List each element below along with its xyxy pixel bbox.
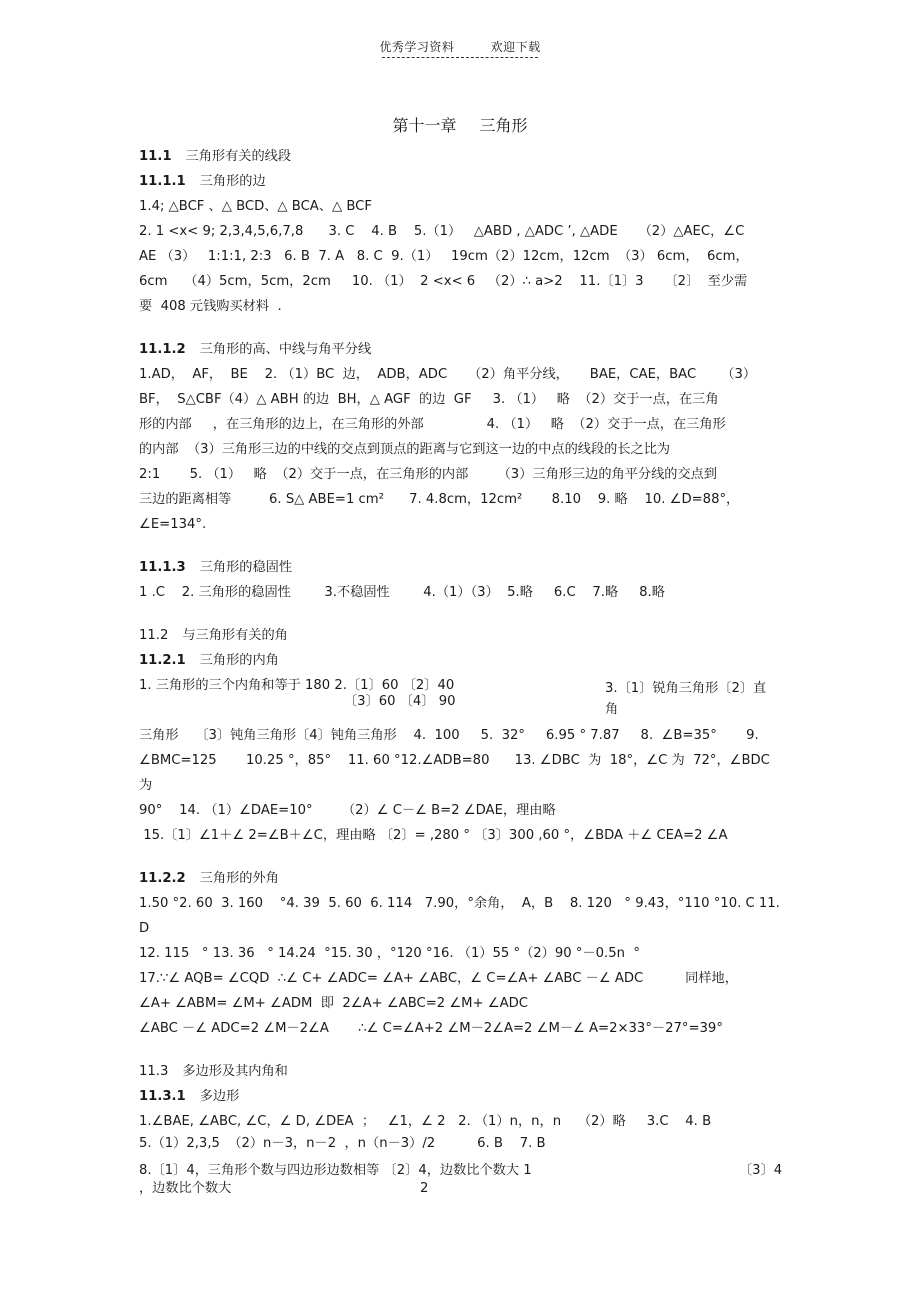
- spacer: [139, 848, 789, 866]
- answer-line: ∠ABC －∠ ADC=2 ∠M－2∠A ∴∠ C=∠A+2 ∠M－2∠A=2 ∠M－∠ A=2×33°－27°=39°: [139, 1021, 723, 1036]
- answer-col-2b: 角: [605, 702, 619, 717]
- answer-line: 5.（1）2,3,5 （2）n－3，n－2 ，n（n－3）/2 6. B 7. B: [139, 1136, 546, 1151]
- answer-line: ∠BMC=125 10.25 °，85° 11. 60 °12.∠ADB=80 13. ∠DBC 为 18°，∠C 为 72°，∠BDC 为: [139, 753, 779, 793]
- spacer: [139, 537, 789, 555]
- answer-line: 17.∵∠ AQB= ∠CQD ∴∠ C+ ∠ADC= ∠A+ ∠ABC，∠ C=∠A+ ∠ABC －∠ ADC 同样地，: [139, 971, 738, 986]
- answer-col-1: 1. 三角形的三个内角和等于 180 2.〔1〕60 〔2〕40: [139, 678, 455, 693]
- answer-split-block: [139, 673, 789, 723]
- answer-line: 1.∠BAE, ∠ABC, ∠C，∠ D, ∠DEA ； ∠1，∠ 2 2. （1）n，n，n （2）略 3.C 4. B: [139, 1114, 712, 1129]
- answer-line: AE （3） 1:1:1, 2:3 6. B 7. A 8. C 9.（1） 19cm（2）12cm，12cm （3） 6cm， 6cm，: [139, 249, 749, 264]
- subsection-heading: 11.2.2 三角形的外角: [139, 871, 279, 886]
- answer-line: 1 .C 2. 三角形的稳固性 3.不稳固性 4.（1）（3） 5.略 6.C 7.略 8.略: [139, 585, 665, 600]
- subsection-heading: 11.1.2 三角形的高、中线与角平分线: [139, 342, 372, 357]
- answer-part-2: 〔3〕4: [739, 1163, 783, 1178]
- answer-line: 12. 115 ° 13. 36 ° 14.24 °15. 30 ，°120 °16. （1）55 °（2）90 °－0.5n °: [139, 946, 640, 961]
- document-body: [139, 144, 789, 1202]
- answer-line: 三边的距离相等 6. S△ ABE=1 cm² 7. 4.8cm，12cm² 8.10 9. 略 10. ∠D=88°，∠E=134°.: [139, 492, 740, 532]
- subsection-heading: 11.1.1 三角形的边: [139, 174, 266, 189]
- answer-line: 的内部 （3）三角形三边的中线的交点到顶点的距离与它到这一边的中点的线段的长之比为: [139, 442, 671, 457]
- answer-part-1: 8.〔1〕4，三角形个数与四边形边数相等 〔2〕4，边数比个数大 1: [139, 1163, 532, 1178]
- subsection-heading: 11.3.1 多边形: [139, 1089, 240, 1104]
- answer-line: BF， S△CBF（4）△ ABH 的边 BH，△ AGF 的边 GF 3. （1） 略 （2）交于一点，在三角: [139, 392, 719, 407]
- answer-part-3: ，边数比个数大: [139, 1181, 232, 1196]
- spacer: [139, 605, 789, 623]
- answer-part-4: 2: [420, 1181, 429, 1196]
- answer-col-1b: 〔3〕60 〔4〕 90: [344, 694, 456, 709]
- answer-col-2: 3.〔1〕锐角三角形〔2〕直: [605, 681, 767, 696]
- subsection-heading: 11.2.1 三角形的内角: [139, 653, 279, 668]
- answer-line: 三角形 〔3〕钝角三角形〔4〕钝角三角形 4. 100 5. 32° 6.95 ° 7.87 8. ∠B=35° 9.: [139, 728, 759, 743]
- header-right: 欢迎下载: [490, 40, 541, 54]
- spacer: [139, 1041, 789, 1059]
- chapter-title: 第十一章 三角形: [392, 116, 528, 135]
- answer-line: 要 408 元钱购买材料 .: [139, 299, 282, 314]
- answer-line: 1.4; △BCF 、△ BCD、△ BCA、△ BCF: [139, 199, 372, 214]
- answer-line: 2:1 5. （1） 略 （2）交于一点，在三角形的内部 （3）三角形三边的角平分线的交点到: [139, 467, 717, 482]
- page-header: [0, 38, 920, 55]
- answer-line: 15.〔1〕∠1＋∠ 2=∠B＋∠C，理由略 〔2〕= ,280 ° 〔3〕300 ,60 °，∠BDA ＋∠ CEA=2 ∠A: [139, 828, 728, 843]
- subsection-heading: 11.1.3 三角形的稳固性: [139, 560, 293, 575]
- answer-line: ∠A+ ∠ABM= ∠M+ ∠ADM 即 2∠A+ ∠ABC=2 ∠M+ ∠ADC: [139, 996, 528, 1011]
- answer-line: 形的内部 ，在三角形的边上，在三角形的外部 4. （1） 略 （2）交于一点，在三角形: [139, 417, 726, 432]
- section-heading: 11.3 多边形及其内角和: [139, 1064, 288, 1079]
- answer-line: 1.AD， AF， BE 2. （1）BC 边， ADB，ADC （2）角平分线， BAE，CAE，BAC （3）: [139, 367, 757, 382]
- answer-line: 2. 1 <x< 9; 2,3,4,5,6,7,8 3. C 4. B 5.（1） △ABD , △ADC ’, △ADE （2）△AEC，∠C: [139, 224, 745, 239]
- answer-line: 6cm （4）5cm，5cm，2cm 10. （1） 2 <x< 6 （2）∴ a>2 11.〔1〕3 〔2〕 至少需: [139, 274, 748, 289]
- section-heading: 11.1 三角形有关的线段: [139, 149, 292, 164]
- header-divider: [382, 57, 538, 58]
- header-left: 优秀学习资料: [379, 40, 455, 54]
- answer-line: 90° 14. （1）∠DAE=10° （2）∠ C－∠ B=2 ∠DAE，理由略: [139, 803, 556, 818]
- answer-line: 1.50 °2. 60 3. 160 °4. 39 5. 60 6. 114 7.90，°余角， A，B 8. 120 ° 9.43，°110 °10. C 11. D: [139, 896, 785, 936]
- section-heading: 11.2 与三角形有关的角: [139, 628, 288, 643]
- spacer: [139, 319, 789, 337]
- answer-split-block: [139, 1158, 789, 1202]
